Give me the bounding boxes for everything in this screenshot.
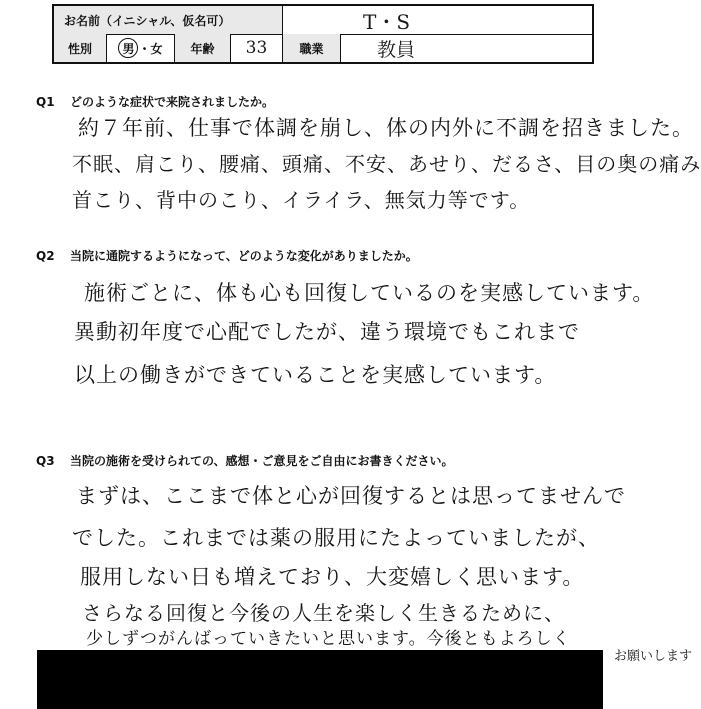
job-value: 教員: [340, 34, 592, 62]
answer-1-line-2: 不眠、肩こり、腰痛、頭痛、不安、あせり、だるさ、目の奥の痛み: [72, 152, 701, 176]
gender-options: [106, 34, 174, 62]
profile-row-name: [54, 6, 592, 35]
question-3-text: 当院の施術を受けられての、感想・ご意見をご自由にお書きください。: [70, 454, 454, 468]
gender-male: 男: [118, 38, 138, 58]
gender-separator: ・: [138, 41, 151, 56]
question-2-number: Q2: [36, 249, 55, 263]
answer-3-line-6: お願いします: [614, 649, 693, 664]
answer-3-line-1: まずは、ここまで体と心が回復するとは思ってませんで: [76, 484, 626, 508]
job-label: 職業: [282, 34, 340, 62]
profile-table: [52, 4, 594, 64]
age-value: 33: [230, 34, 282, 62]
name-value: T・S: [282, 6, 592, 34]
answer-1-line-3: 首こり、背中のこり、イライラ、無気力等です。: [72, 188, 531, 212]
gender-label: 性別: [54, 34, 106, 62]
question-2-text: 当院に通院するようになって、どのような変化がありましたか。: [70, 249, 418, 263]
name-label: お名前（イニシャル、仮名可）: [54, 6, 282, 34]
redaction-block: [37, 650, 603, 709]
question-2: [36, 247, 418, 264]
question-3-number: Q3: [36, 454, 55, 468]
answer-3-line-5: 少しずつがんばっていきたいと思います。今後ともよろしく: [86, 629, 571, 649]
answer-2-line-3: 以上の働きができていることを実感しています。: [74, 363, 557, 387]
answer-2-line-1: 施術ごとに、体も心も回復しているのを実感しています。: [84, 281, 655, 305]
profile-row-details: [54, 34, 592, 62]
age-label: 年齢: [174, 34, 230, 62]
question-3: [36, 452, 454, 469]
question-1-text: どのような症状で来院されましたか。: [70, 95, 275, 109]
answer-3-line-2: でした。これまでは薬の服用にたよっていましたが、: [72, 526, 600, 550]
question-1: [36, 93, 274, 110]
answer-3-line-3: 服用しない日も増えており、大変嬉しく思います。: [80, 565, 585, 589]
answer-3-line-4: さらなる回復と今後の人生を楽しく生きるために、: [82, 601, 565, 625]
answer-1-line-1: 約７年前、仕事で体調を崩し、体の内外に不調を招きました。: [78, 116, 694, 140]
gender-female: 女: [150, 41, 163, 56]
question-1-number: Q1: [36, 95, 55, 109]
answer-2-line-2: 異動初年度で心配でしたが、違う環境でもこれまで: [74, 320, 580, 344]
